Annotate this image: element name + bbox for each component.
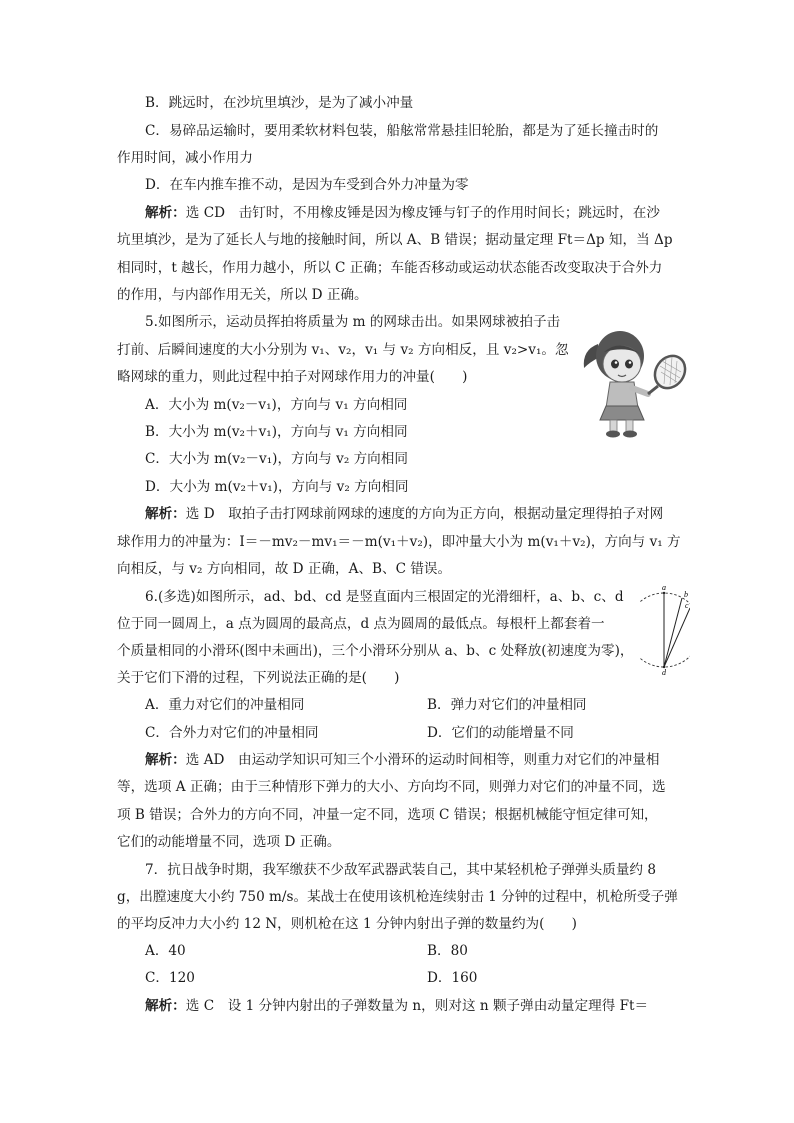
q6-analysis-line3: 项 B 错误；合外力的方向不同，冲量一定不同，选项 C 错误；根据机械能守恒定律可知， <box>117 807 658 823</box>
q5-option-a: A．大小为 m(v₂－v₁)，方向与 v₁ 方向相同 <box>145 397 408 413</box>
q6-option-b: B．弹力对它们的冲量相同 <box>427 697 587 713</box>
q4-option-c-line2: 作用时间，减小作用力 <box>117 150 253 166</box>
q5-stem-line3: 略网球的重力，则此过程中拍子对网球作用力的冲量( ) <box>117 369 468 385</box>
q4-analysis-line1: 解析：选 CD 击钉时，不用橡皮锤是因为橡皮锤与钉子的作用时间长；跳远时，在沙 <box>145 205 660 221</box>
q5-option-d: D．大小为 m(v₂＋v₁)，方向与 v₂ 方向相同 <box>145 479 409 495</box>
q7-option-b: B．80 <box>427 943 468 959</box>
q7-analysis-line1: 解析：选 C 设 1 分钟内射出的子弹数量为 n，则对这 n 颗子弹由动量定理得 Ft＝ <box>145 998 649 1014</box>
point-a-label: a <box>662 584 666 592</box>
q7-option-c: C．120 <box>145 970 195 986</box>
q5-option-b: B．大小为 m(v₂＋v₁)，方向与 v₁ 方向相同 <box>145 424 408 440</box>
q5-stem-line1: 5.如图所示，运动员挥拍将质量为 m 的网球击出。如果网球被拍子击 <box>145 314 561 330</box>
q4-analysis-line2: 坑里填沙，是为了延长人与地的接触时间，所以 A、B 错误；据动量定理 Ft＝Δp 知，当 Δp <box>117 232 673 248</box>
q6-analysis-line2: 等，选项 A 正确；由于三种情形下弹力的大小、方向均不同，则弹力对它们的冲量不同，选 <box>117 779 666 795</box>
q7-option-d: D．160 <box>427 970 478 986</box>
point-b-label: b <box>684 590 688 599</box>
point-c-label: c <box>685 601 689 610</box>
point-d-label: d <box>662 668 666 676</box>
q7-stem-line2: g，出膛速度大小约 750 m/s。某战士在使用该机枪连续射击 1 分钟的过程中，机枪所受子弹 <box>117 889 678 905</box>
q4-analysis-line4: 的作用，与内部作用无关，所以 D 正确。 <box>117 287 368 303</box>
q5-analysis-line3: 向相反，与 v₂ 方向相同，故 D 正确，A、B、C 错误。 <box>117 561 452 577</box>
circle-rods-diagram <box>640 584 690 676</box>
q7-stem-line3: 的平均反冲力大小约 12 N，则机枪在这 1 分钟内射出子弹的数量约为( ) <box>117 916 577 932</box>
q6-stem-line4: 关于它们下滑的过程，下列说法正确的是( ) <box>117 670 400 686</box>
q6-option-a: A．重力对它们的冲量相同 <box>145 697 305 713</box>
analysis-label: 解析： <box>145 752 186 768</box>
q7-stem-line1: 7．抗日战争时期，我军缴获不少敌军武器武装自己，其中某轻机枪子弹弹头质量约 8 <box>145 862 656 878</box>
q6-analysis-line1: 解析：选 AD 由运动学知识可知三个小滑环的运动时间相等，则重力对它们的冲量相 <box>145 752 660 768</box>
q6-stem-line2: 位于同一圆周上，a 点为圆周的最高点，d 点为圆周的最低点。每根杆上都套着一 <box>117 616 605 632</box>
tennis-player-illustration <box>576 316 688 440</box>
q6-stem-line1: 6.(多选)如图所示，ad、bd、cd 是竖直面内三根固定的光滑细杆，a、b、c、d <box>145 589 624 605</box>
q6-stem-line3: 个质量相同的小滑环(图中未画出)，三个小滑环分别从 a、b、c 处释放(初速度为零)， <box>117 643 634 659</box>
q4-option-d: D．在车内推车推不动，是因为车受到合外力冲量为零 <box>145 177 469 193</box>
q4-analysis-line3: 相同时，t 越长，作用力越小，所以 C 正确；车能否移动或运动状态能否改变取决于合外力 <box>117 260 663 276</box>
q5-analysis-line1: 解析：选 D 取拍子击打网球前网球的速度的方向为正方向，根据动量定理得拍子对网 <box>145 506 664 522</box>
analysis-label: 解析： <box>145 998 186 1014</box>
analysis-label: 解析： <box>145 205 186 221</box>
q4-option-c-line1: C．易碎品运输时，要用柔软材料包装，船舷常常悬挂旧轮胎，都是为了延长撞击时的 <box>145 123 659 139</box>
analysis-label: 解析： <box>145 506 186 522</box>
q6-option-c: C．合外力对它们的冲量相同 <box>145 725 319 741</box>
q5-option-c: C．大小为 m(v₂－v₁)，方向与 v₂ 方向相同 <box>145 451 408 467</box>
q7-option-a: A．40 <box>145 943 186 959</box>
q4-option-b: B．跳远时，在沙坑里填沙，是为了减小冲量 <box>145 95 414 111</box>
q5-analysis-line2: 球作用力的冲量为：I＝－mv₂－mv₁＝－m(v₁＋v₂)，即冲量大小为 m(v₁＋v₂)，方向与 v₁ 方 <box>117 534 681 550</box>
q5-stem-line2: 打前、后瞬间速度的大小分别为 v₁、v₂，v₁ 与 v₂ 方向相反，且 v₂>v₁。忽 <box>117 342 569 358</box>
q6-option-d: D．它们的动能增量不同 <box>427 725 574 741</box>
q6-analysis-line4: 它们的动能增量不同，选项 D 正确。 <box>117 834 341 850</box>
